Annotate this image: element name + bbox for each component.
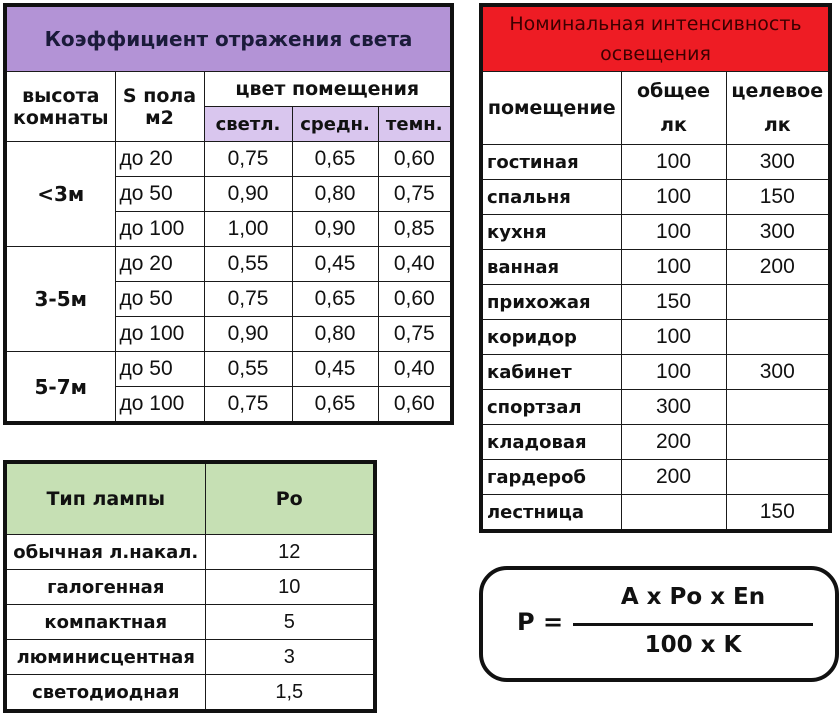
illumination-title: Номинальная интенсивность освещения [481,5,830,72]
general-lux-value [621,495,726,532]
room-name: гостиная [481,145,621,180]
floor-area-cell: до 50 [115,177,204,212]
target-lux-value: 300 [726,145,830,180]
target-lux-value [726,460,830,495]
lamp-type: компактная [5,605,205,640]
floor-area-cell: до 20 [115,142,204,177]
reflection-title: Коэффициент отражения света [5,5,452,72]
table-row [481,180,830,215]
height-group-label: 5-7м [5,352,115,424]
table-row [5,605,375,640]
target-lux-value [726,285,830,320]
room-name: ванная [481,250,621,285]
light-value: 0,90 [204,317,292,352]
po-value: 12 [205,535,375,570]
reflection-table [3,3,454,425]
target-lux-value [726,320,830,355]
table-row [481,460,830,495]
floor-area-cell: до 100 [115,212,204,247]
po-value: 3 [205,640,375,675]
table-row [481,495,830,532]
lamp-type: обычная л.накал. [5,535,205,570]
dark-value: 0,85 [378,212,452,247]
lamp-table [3,460,377,713]
general-lux-value: 100 [621,215,726,250]
table-row [5,352,452,387]
dark-value: 0,75 [378,177,452,212]
light-value: 0,75 [204,142,292,177]
medium-value: 0,65 [292,282,378,317]
table-row [481,285,830,320]
light-value: 0,55 [204,352,292,387]
po-value: 10 [205,570,375,605]
room-name: кабинет [481,355,621,390]
table-row [5,142,452,177]
target-lux-value [726,425,830,460]
light-value: 0,75 [204,282,292,317]
area-header: S пола м2 [115,72,204,142]
table-row [5,640,375,675]
floor-area-cell: до 50 [115,352,204,387]
medium-value: 0,65 [292,142,378,177]
dark-value: 0,75 [378,317,452,352]
dark-value: 0,40 [378,247,452,282]
medium-header: средн. [292,107,378,142]
general-lux-value: 100 [621,355,726,390]
medium-value: 0,65 [292,387,378,424]
general-lux-value: 100 [621,250,726,285]
formula-numerator: A x Po x En [620,584,766,610]
medium-value: 0,90 [292,212,378,247]
table-row [5,675,375,712]
medium-value: 0,45 [292,352,378,387]
table-row [481,215,830,250]
room-name: кухня [481,215,621,250]
light-value: 0,90 [204,177,292,212]
lamp-type: люминисцентная [5,640,205,675]
floor-area-cell: до 100 [115,387,204,424]
table-row [481,390,830,425]
target-lux-value: 300 [726,215,830,250]
room-name: кладовая [481,425,621,460]
target-lux-value: 150 [726,495,830,532]
po-value: 1,5 [205,675,375,712]
light-value: 0,75 [204,387,292,424]
table-row [5,247,452,282]
illumination-table [479,3,832,533]
table-row [5,535,375,570]
floor-area-cell: до 100 [115,317,204,352]
lamp-type-header: Тип лампы [5,462,205,535]
target-lux-value: 200 [726,250,830,285]
general-lux-value: 150 [621,285,726,320]
general-lux-value: 100 [621,320,726,355]
table-row [481,250,830,285]
general-lux-header: общее лк [621,72,726,145]
table-row [481,145,830,180]
fraction-bar [573,623,813,626]
target-lux-value: 150 [726,180,830,215]
height-header: высота комнаты [5,72,115,142]
power-formula [479,566,839,682]
medium-value: 0,45 [292,247,378,282]
formula-denominator: 100 x K [644,632,742,658]
general-lux-value: 200 [621,425,726,460]
lamp-type: галогенная [5,570,205,605]
table-row [481,425,830,460]
height-group-label: 3-5м [5,247,115,352]
height-group-label: <3м [5,142,115,247]
general-lux-value: 100 [621,180,726,215]
dark-value: 0,60 [378,142,452,177]
room-name: прихожая [481,285,621,320]
table-row [481,355,830,390]
formula-lhs: P = [517,608,564,636]
room-name: лестница [481,495,621,532]
light-value: 0,55 [204,247,292,282]
target-lux-value: 300 [726,355,830,390]
general-lux-value: 100 [621,145,726,180]
table-row [5,570,375,605]
table-row [481,320,830,355]
room-name: коридор [481,320,621,355]
dark-value: 0,60 [378,387,452,424]
light-value: 1,00 [204,212,292,247]
lamp-type: светодиодная [5,675,205,712]
light-header: светл. [204,107,292,142]
po-value: 5 [205,605,375,640]
po-header: Ро [205,462,375,535]
general-lux-value: 300 [621,390,726,425]
general-lux-value: 200 [621,460,726,495]
room-color-header: цвет помещения [204,72,452,107]
room-header: помещение [481,72,621,145]
floor-area-cell: до 20 [115,247,204,282]
target-lux-header: целевое лк [726,72,830,145]
target-lux-value [726,390,830,425]
floor-area-cell: до 50 [115,282,204,317]
dark-value: 0,60 [378,282,452,317]
dark-header: темн. [378,107,452,142]
room-name: спортзал [481,390,621,425]
room-name: гардероб [481,460,621,495]
dark-value: 0,40 [378,352,452,387]
medium-value: 0,80 [292,317,378,352]
medium-value: 0,80 [292,177,378,212]
room-name: спальня [481,180,621,215]
